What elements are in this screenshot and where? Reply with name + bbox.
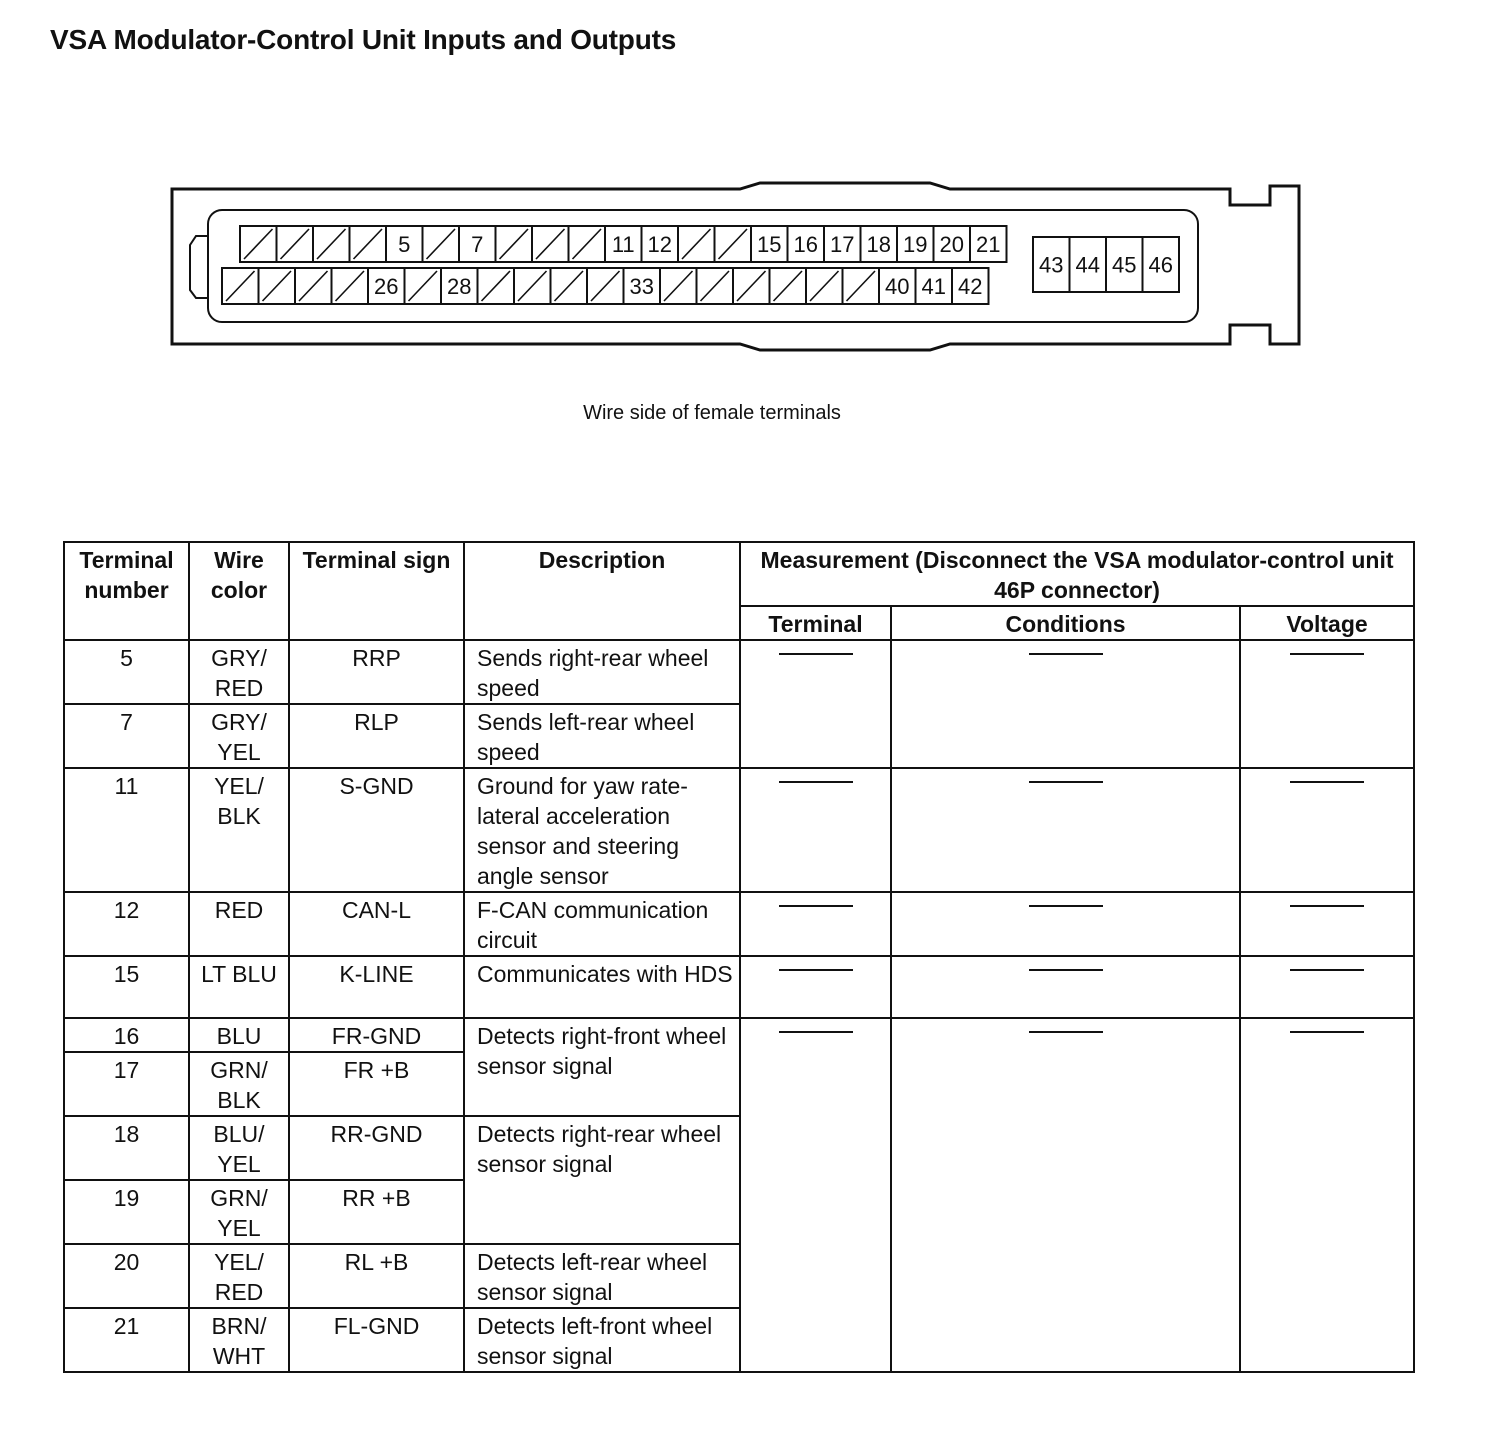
wire-color: YEL/ RED <box>189 1244 289 1308</box>
terminal-number-label: 20 <box>939 232 964 257</box>
terminal-cavity <box>624 268 661 304</box>
wire-color: GRN/ BLK <box>189 1052 289 1116</box>
description: Detects left-front wheel sensor signal <box>464 1308 740 1372</box>
io-table <box>63 541 1415 1373</box>
dash-mark <box>779 1031 853 1033</box>
description: Sends left-rear wheel speed <box>464 704 740 768</box>
measurement-voltage <box>1240 1018 1414 1372</box>
empty-cavity <box>715 226 752 262</box>
measurement-voltage <box>1240 768 1414 892</box>
terminal-sign: FR-GND <box>289 1018 464 1052</box>
dash-mark <box>779 653 853 655</box>
description: Detects right-rear wheel sensor signal <box>464 1116 740 1244</box>
terminal-number-label: 17 <box>830 232 855 257</box>
wire-color: YEL/ BLK <box>189 768 289 892</box>
empty-cavity <box>514 268 551 304</box>
table-row <box>64 956 1414 1018</box>
terminal-sign: FR +B <box>289 1052 464 1116</box>
description: F-CAN communication circuit <box>464 892 740 956</box>
header-measurement: Measurement (Disconnect the VSA modulator-control unit 46P connector) <box>740 542 1414 606</box>
wire-color: LT BLU <box>189 956 289 1018</box>
measurement-terminal <box>740 768 891 892</box>
terminal-number: 20 <box>64 1244 189 1308</box>
table-row <box>64 892 1414 956</box>
wire-color: BLU/ YEL <box>189 1116 289 1180</box>
measurement-conditions <box>891 956 1240 1018</box>
table-row <box>64 1018 1414 1052</box>
terminal-sign: RLP <box>289 704 464 768</box>
empty-cavity <box>277 226 314 262</box>
description: Detects right-front wheel sensor signal <box>464 1018 740 1116</box>
terminal-number-label: 15 <box>757 232 782 257</box>
terminal-number: 12 <box>64 892 189 956</box>
terminal-cavity <box>897 226 934 262</box>
dash-mark <box>1029 781 1103 783</box>
terminal-cavity <box>1106 237 1143 292</box>
dash-mark <box>1029 905 1103 907</box>
empty-cavity <box>259 268 296 304</box>
connector-side-block <box>1033 237 1179 292</box>
empty-cavity <box>405 268 442 304</box>
connector-bottom-row <box>222 268 989 304</box>
dash-mark <box>1290 653 1364 655</box>
terminal-cavity <box>934 226 971 262</box>
terminal-number-label: 45 <box>1112 252 1137 278</box>
dash-mark <box>1290 781 1364 783</box>
terminal-cavity <box>916 268 953 304</box>
wire-color: GRN/ YEL <box>189 1180 289 1244</box>
empty-cavity <box>295 268 332 304</box>
dash-mark <box>1029 1031 1103 1033</box>
terminal-cavity <box>751 226 788 262</box>
dash-mark <box>779 781 853 783</box>
terminal-cavity <box>368 268 405 304</box>
dash-mark <box>1290 905 1364 907</box>
empty-cavity <box>222 268 259 304</box>
terminal-cavity <box>970 226 1007 262</box>
terminal-number: 19 <box>64 1180 189 1244</box>
terminal-number-label: 12 <box>647 232 672 257</box>
connector-top-row <box>240 226 1007 262</box>
measurement-conditions <box>891 640 1240 768</box>
terminal-cavity <box>952 268 989 304</box>
dash-mark <box>1029 653 1103 655</box>
measurement-terminal <box>740 640 891 768</box>
terminal-number-label: 42 <box>958 274 983 299</box>
terminal-number: 21 <box>64 1308 189 1372</box>
wire-color: BRN/ WHT <box>189 1308 289 1372</box>
dash-mark <box>1029 969 1103 971</box>
terminal-sign: FL-GND <box>289 1308 464 1372</box>
terminal-number-label: 26 <box>374 274 399 299</box>
terminal-number: 7 <box>64 704 189 768</box>
terminal-cavity <box>386 226 423 262</box>
empty-cavity <box>733 268 770 304</box>
empty-cavity <box>551 268 588 304</box>
wire-color: GRY/ YEL <box>189 704 289 768</box>
header-terminal-sign: Terminal sign <box>289 542 464 640</box>
terminal-cavity <box>824 226 861 262</box>
terminal-number-label: 16 <box>793 232 818 257</box>
terminal-number: 5 <box>64 640 189 704</box>
measurement-voltage <box>1240 640 1414 768</box>
header-conditions: Conditions <box>891 606 1240 640</box>
wire-color: GRY/ RED <box>189 640 289 704</box>
wire-color: RED <box>189 892 289 956</box>
terminal-number: 16 <box>64 1018 189 1052</box>
empty-cavity <box>478 268 515 304</box>
terminal-sign: CAN-L <box>289 892 464 956</box>
terminal-number-label: 7 <box>471 232 484 257</box>
description: Detects left-rear wheel sensor signal <box>464 1244 740 1308</box>
terminal-number-label: 19 <box>903 232 928 257</box>
terminal-number-label: 43 <box>1039 252 1064 278</box>
wire-color: BLU <box>189 1018 289 1052</box>
measurement-conditions <box>891 768 1240 892</box>
header-terminal-number: Terminal number <box>64 542 189 640</box>
terminal-number-label: 40 <box>885 274 910 299</box>
empty-cavity <box>806 268 843 304</box>
terminal-sign: RL +B <box>289 1244 464 1308</box>
terminal-cavity <box>861 226 898 262</box>
terminal-number-label: 11 <box>611 232 635 257</box>
empty-cavity <box>350 226 387 262</box>
empty-cavity <box>569 226 606 262</box>
terminal-cavity <box>642 226 679 262</box>
dash-mark <box>779 969 853 971</box>
empty-cavity <box>660 268 697 304</box>
measurement-terminal <box>740 892 891 956</box>
terminal-sign: S-GND <box>289 768 464 892</box>
measurement-terminal <box>740 956 891 1018</box>
terminal-sign: K-LINE <box>289 956 464 1018</box>
measurement-conditions <box>891 892 1240 956</box>
terminal-number-label: 28 <box>447 274 472 299</box>
dash-mark <box>779 905 853 907</box>
empty-cavity <box>313 226 350 262</box>
terminal-cavity <box>441 268 478 304</box>
terminal-number-label: 21 <box>976 232 1001 257</box>
connector-diagram <box>165 180 1310 355</box>
terminal-number-label: 44 <box>1075 252 1100 278</box>
terminal-cavity <box>605 226 642 262</box>
terminal-number: 17 <box>64 1052 189 1116</box>
dash-mark <box>1290 1031 1364 1033</box>
table-row <box>64 640 1414 704</box>
measurement-voltage <box>1240 956 1414 1018</box>
empty-cavity <box>587 268 624 304</box>
terminal-number: 18 <box>64 1116 189 1180</box>
measurement-terminal <box>740 1018 891 1372</box>
terminal-cavity <box>459 226 496 262</box>
header-description: Description <box>464 542 740 640</box>
terminal-number-label: 5 <box>398 232 411 257</box>
description: Sends right-rear wheel speed <box>464 640 740 704</box>
description: Communicates with HDS <box>464 956 740 1018</box>
page-title: VSA Modulator-Control Unit Inputs and Outputs <box>50 24 677 55</box>
empty-cavity <box>240 226 277 262</box>
terminal-number-label: 18 <box>866 232 891 257</box>
terminal-number-label: 33 <box>629 274 654 299</box>
empty-cavity <box>332 268 369 304</box>
empty-cavity <box>423 226 460 262</box>
connector-caption: Wire side of female terminals <box>583 402 841 424</box>
terminal-sign: RRP <box>289 640 464 704</box>
terminal-number-label: 46 <box>1148 252 1173 278</box>
terminal-cavity <box>1143 237 1180 292</box>
dash-mark <box>1290 969 1364 971</box>
terminal-number: 11 <box>64 768 189 892</box>
terminal-number: 15 <box>64 956 189 1018</box>
terminal-cavity <box>1070 237 1107 292</box>
description: Ground for yaw rate-lateral acceleration sensor and steering angle sensor <box>464 768 740 892</box>
measurement-conditions <box>891 1018 1240 1372</box>
header-terminal: Terminal <box>740 606 891 640</box>
terminal-cavity <box>879 268 916 304</box>
table-row <box>64 768 1414 892</box>
empty-cavity <box>496 226 533 262</box>
measurement-voltage <box>1240 892 1414 956</box>
terminal-number-label: 41 <box>921 274 946 299</box>
terminal-cavity <box>1033 237 1070 292</box>
empty-cavity <box>843 268 880 304</box>
header-wire-color: Wire color <box>189 542 289 640</box>
header-voltage: Voltage <box>1240 606 1414 640</box>
empty-cavity <box>770 268 807 304</box>
empty-cavity <box>678 226 715 262</box>
empty-cavity <box>697 268 734 304</box>
empty-cavity <box>532 226 569 262</box>
terminal-sign: RR +B <box>289 1180 464 1244</box>
terminal-cavity <box>788 226 825 262</box>
terminal-sign: RR-GND <box>289 1116 464 1180</box>
